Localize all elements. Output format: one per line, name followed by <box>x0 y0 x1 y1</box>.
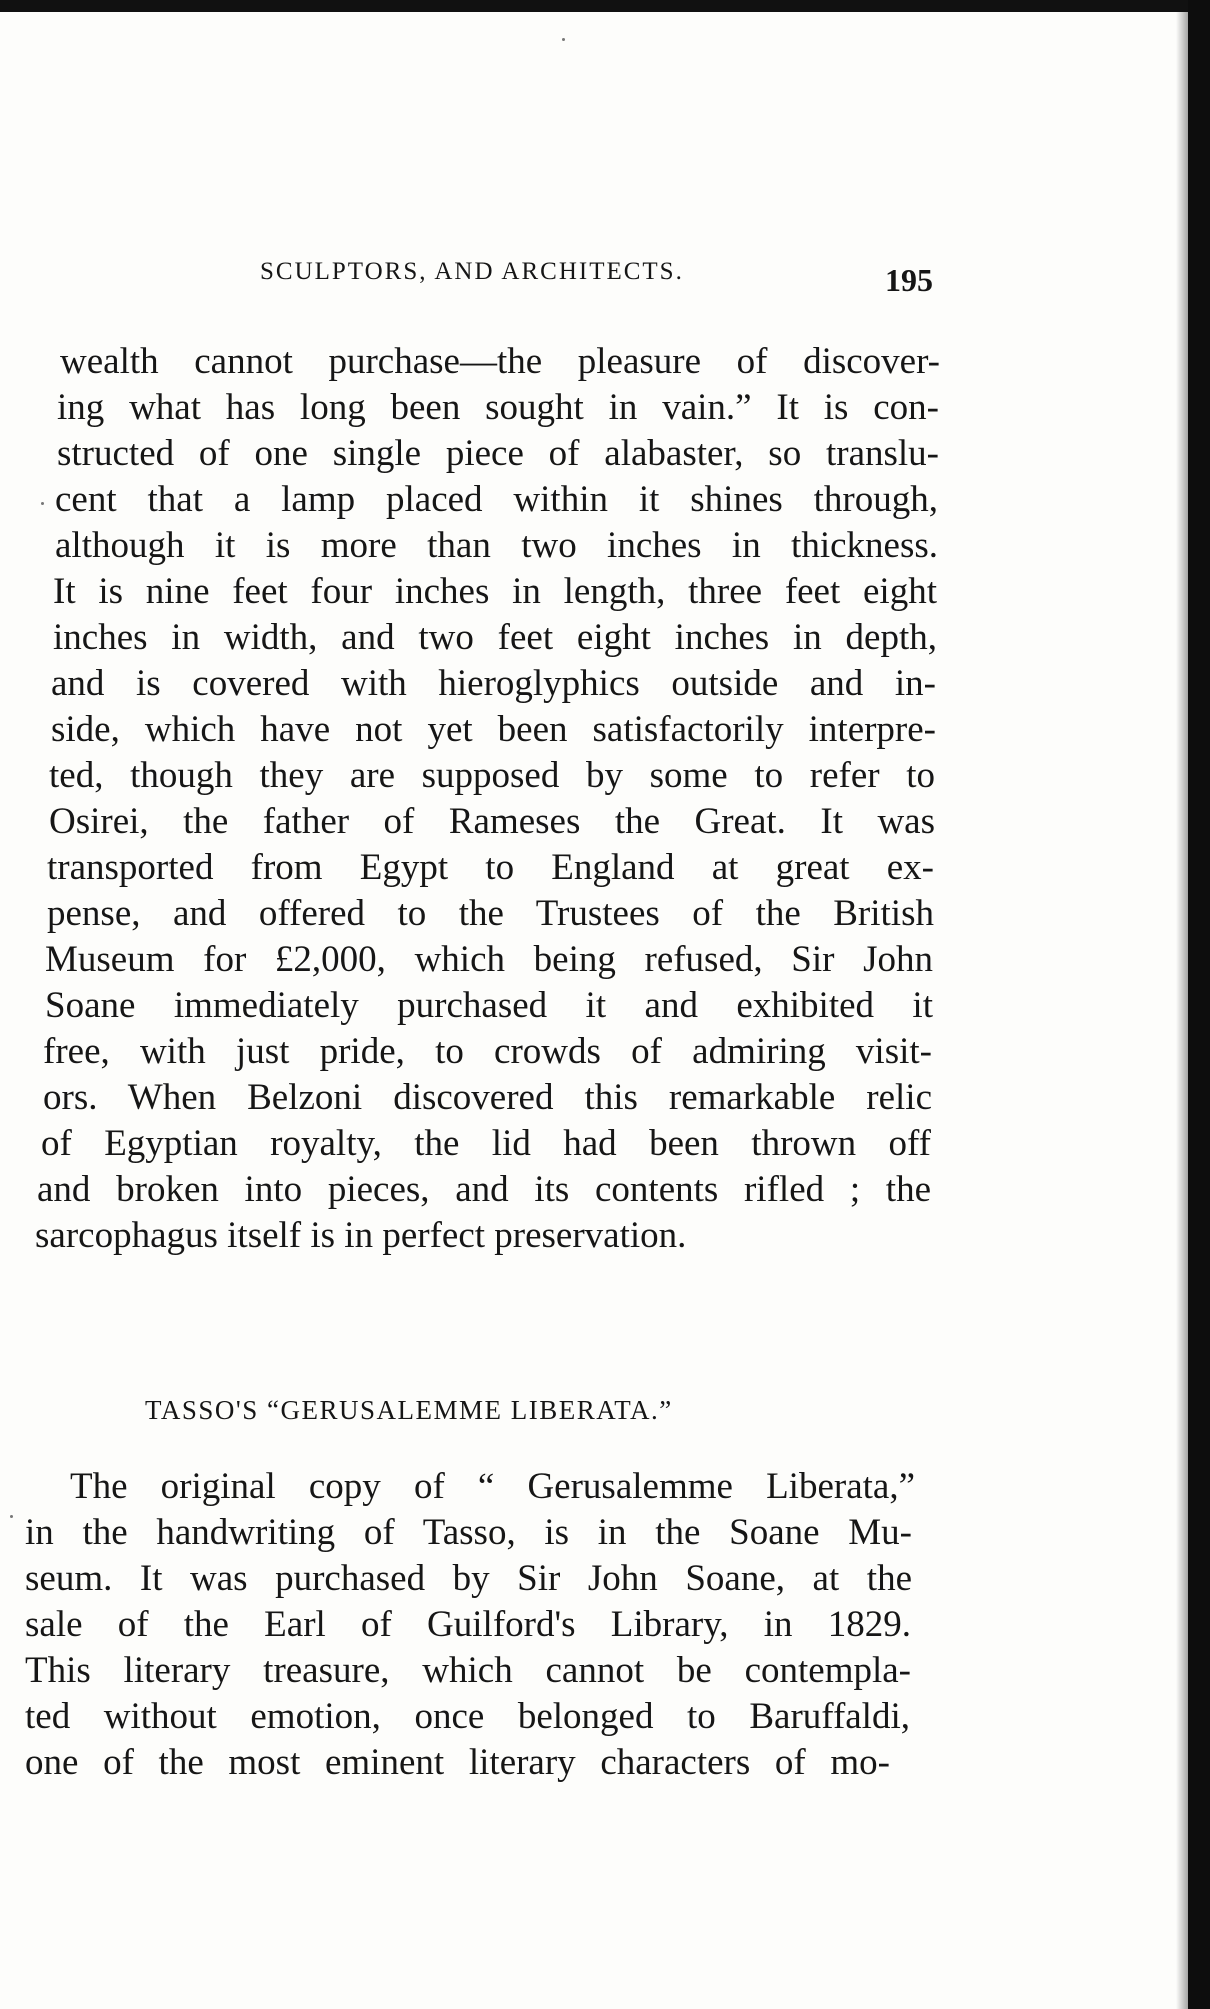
text-line: ted, though they are supposed by some to refer to <box>49 755 935 796</box>
text-line: wealth cannot purchase—the pleasure of discover- <box>60 341 940 382</box>
text-line: Soane immediately purchased it and exhibited it <box>45 985 933 1026</box>
text-line: ted without emotion, once belonged to Baruffaldi, <box>25 1696 910 1737</box>
text-line: although it is more than two inches in thickness. <box>55 525 938 566</box>
ink-speck <box>10 1515 13 1518</box>
ink-speck <box>562 38 565 41</box>
running-head: SCULPTORS, AND ARCHITECTS. <box>260 258 684 285</box>
text-line: Museum for £2,000, which being refused, Sir John <box>45 939 933 980</box>
text-line: transported from Egypt to England at great ex- <box>47 847 934 888</box>
page-right-shadow <box>1188 0 1210 2009</box>
text-line: ors. When Belzoni discovered this remarkable relic <box>43 1077 932 1118</box>
text-line: It is nine feet four inches in length, three feet eight <box>53 571 937 612</box>
text-line: structed of one single piece of alabaster, so translu- <box>57 433 939 474</box>
text-line: side, which have not yet been satisfactorily interpre- <box>51 709 936 750</box>
text-line: seum. It was purchased by Sir John Soane, at the <box>25 1558 912 1599</box>
page-number: 195 <box>885 262 933 298</box>
text-line: and broken into pieces, and its contents rifled ; the <box>37 1169 931 1210</box>
ink-speck <box>41 502 44 505</box>
text-line: free, with just pride, to crowds of admiring visit- <box>43 1031 932 1072</box>
text-line: The original copy of “ Gerusalemme Liberata,” <box>70 1466 915 1507</box>
section-heading: TASSO'S “GERUSALEMME LIBERATA.” <box>145 1395 673 1425</box>
text-line: inches in width, and two feet eight inches in depth, <box>53 617 937 658</box>
text-line: ing what has long been sought in vain.” It is con- <box>57 387 939 428</box>
text-line: Osirei, the father of Rameses the Great. It was <box>49 801 935 842</box>
text-line: of Egyptian royalty, the lid had been thrown off <box>41 1123 931 1164</box>
text-line: sale of the Earl of Guilford's Library, in 1829. <box>25 1604 911 1645</box>
page-gutter-shade <box>1176 12 1188 2009</box>
text-line: This literary treasure, which cannot be contempla- <box>25 1650 911 1691</box>
text-line: cent that a lamp placed within it shines through, <box>55 479 938 520</box>
text-line: pense, and offered to the Trustees of the British <box>47 893 934 934</box>
text-line: in the handwriting of Tasso, is in the Soane Mu- <box>25 1512 912 1553</box>
page-top-shadow <box>0 0 1210 12</box>
text-line: and is covered with hieroglyphics outside and in- <box>51 663 936 704</box>
text-line: sarcophagus itself is in perfect preservation. <box>35 1215 687 1256</box>
text-line: one of the most eminent literary characters of mo- <box>25 1742 890 1783</box>
